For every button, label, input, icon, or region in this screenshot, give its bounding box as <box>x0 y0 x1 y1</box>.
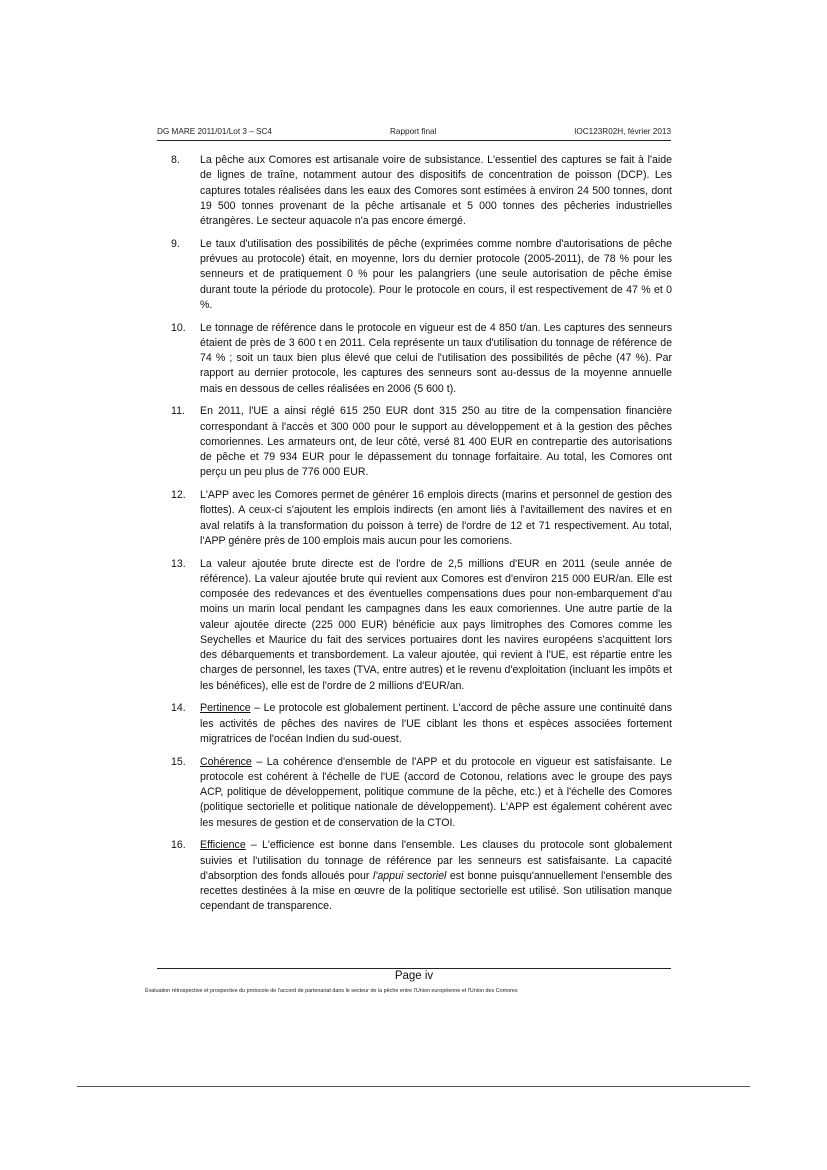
paragraph-number: 8. <box>171 154 180 166</box>
section-term: Efficience <box>200 839 246 852</box>
header-document-code: IOC123R02H, février 2013 <box>574 127 671 136</box>
paragraph-text: La valeur ajoutée brute directe est de l'ordre de 2,5 millions d'EUR en 2011 (seule année de référence). La valeur ajoutée brute qui revient aux Comores est d'environ 215 000 EUR/an. Elle est composée des redevances et des éventuelles compensations dues pour non-embarquement d'au moins un marin local pendant les campagnes dans les eaux comoriennes. Une autre partie de la valeur ajoutée directe (225 000 EUR) bénéficie aux pays limitrophes des Comores comme les Seychelles et Maurice du fait des services portuaires dont les navires européens s'acquittent lors des débarquements et transbordement. La valeur ajoutée, qui revient à l'UE, est répartie entre les charges de personnel, les taxes (TVA, entre autres) et le revenu d'exploitation (incluant les impôts et les bénéfices), elle est de l'ordre de 2 millions d'EUR/an. <box>200 557 672 692</box>
footer-divider <box>157 968 671 969</box>
paragraph-text: – Le protocole est globalement pertinent. L'accord de pêche assure une continuité dans les activités de pêches des navires de l'UE ciblant les thons et espèces associées fortement migratrices de l'océan Indien du sud-ouest. <box>200 702 672 745</box>
section-term: Cohérence <box>200 755 252 768</box>
paragraph-10 <box>171 321 672 397</box>
paragraph-number: 13. <box>171 557 186 570</box>
header-divider <box>157 140 671 141</box>
paragraph-text: L'APP avec les Comores permet de générer 16 emplois directs (marins et personnel de gestion des flottes). A ceux-ci s'ajoutent les emplois indirects (en amont liés à l'avitaillement des navires et en aval relatifs à la transformation du poisson à terre) de l'ordre de 12 et 71 respectivement. Au total, l'APP génère près de 100 emplois mais aucun pour les comoriens. <box>200 489 672 547</box>
header-report-type: Rapport final <box>390 127 437 136</box>
document-body <box>171 153 672 922</box>
paragraph-number: 15. <box>171 755 186 768</box>
page-bottom-divider <box>77 1086 750 1087</box>
italic-term: l'appui sectoriel <box>373 869 447 882</box>
paragraph-text: – La cohérence d'ensemble de l'APP et du protocole en vigueur est satisfaisante. Le protocole est cohérent à l'échelle de l'UE (accord de Cotonou, relations avec le groupe des pays ACP, politique de développement, politique commune de la pêche, etc.) et à l'échelle des Comores (politique sectorielle et politique nationale de développement). L'APP est également cohérent avec les mesures de gestion et de conservation de la CTOI. <box>200 755 672 829</box>
paragraph-number: 9. <box>171 237 180 250</box>
paragraph-text: Le tonnage de référence dans le protocole en vigueur est de 4 850 t/an. Les captures des senneurs étaient de près de 3 600 t en 2011. Cela représente un taux d'utilisation du tonnage de référence de 74 % ; soit un taux bien plus élevé que celui de l'utilisation des possibilités de pêche (47 %). Par rapport au dernier protocole, les captures des senneurs sont au-dessus de la moyenne annuelle mais en dessous de celles réalisées en 2006 (5 600 t). <box>200 321 672 395</box>
paragraph-16-efficience <box>171 838 672 914</box>
section-term: Pertinence <box>200 702 251 715</box>
footer-document-title: Évaluation rétrospective et prospective du protocole de l'accord de partenariat dans le secteur de la pêche entre l'Union européenne et l'Union des Comores <box>145 988 518 994</box>
header-reference: DG MARE 2011/01/Lot 3 – SC4 <box>157 127 272 136</box>
paragraph-text: Le taux d'utilisation des possibilités de pêche (exprimées comme nombre d'autorisations de pêche prévues au protocole) était, en moyenne, lors du dernier protocole (2005-2011), de 78 % pour les senneurs et de pratiquement 0 % pour les palangriers (une seule autorisation de pêche émise durant toute la période du protocole). Pour le protocole en cours, il est respectivement de 47 % et 0 %. <box>200 237 672 311</box>
paragraph-number: 10. <box>171 321 186 334</box>
paragraph-text: La pêche aux Comores est artisanale voire de subsistance. L'essentiel des captures se fait à l'aide de lignes de traîne, notamment autour des dispositifs de concentration de poisson (DCP). Les captures totales réalisées dans les eaux des Comores sont estimées à environ 24 500 tonnes, dont 19 500 tonnes provenant de la pêche artisanale et 5 000 tonnes des pêcheries industrielles étrangères. Le secteur aquacole n'a pas encore émergé. <box>200 154 672 227</box>
paragraph-11 <box>171 404 672 480</box>
paragraph-number: 11. <box>171 405 185 418</box>
paragraph-text: – L'efficience est bonne dans l'ensemble. Les clauses du protocole sont globalement suivies et l'utilisation du tonnage de référence par les senneurs est satisfaisante. La capacité d'absorption des fonds alloués pour <box>200 839 672 882</box>
paragraph-number: 14. <box>171 702 186 715</box>
paragraph-12 <box>171 488 672 549</box>
paragraph-text: En 2011, l'UE a ainsi réglé 615 250 EUR dont 315 250 au titre de la compensation financière correspondant à l'accès et 300 000 pour le support au développement et à la gestion des pêches comoriennes. Les armateurs ont, de leur côté, versé 81 400 EUR en contrepartie des autorisations de pêche et 79 934 EUR pour le dépassement du tonnage forfaitaire. Au total, les Comores ont perçu un peu plus de 776 000 EUR. <box>200 405 672 479</box>
paragraph-8 <box>171 153 672 229</box>
page-header <box>157 127 671 139</box>
paragraph-14-pertinence <box>171 701 672 747</box>
paragraph-15-coherence <box>171 755 672 831</box>
paragraph-text-continued: est bonne puisqu'annuellement l'ensemble des recettes destinées à la mise en œuvre de la politique sectorielle est utilisé. Son utilisation manque cependant de transparence. <box>200 869 673 913</box>
paragraph-number: 16. <box>171 839 186 852</box>
page-number: Page iv <box>394 970 434 982</box>
paragraph-number: 12. <box>171 489 186 501</box>
paragraph-9 <box>171 237 672 313</box>
paragraph-13 <box>171 557 672 694</box>
